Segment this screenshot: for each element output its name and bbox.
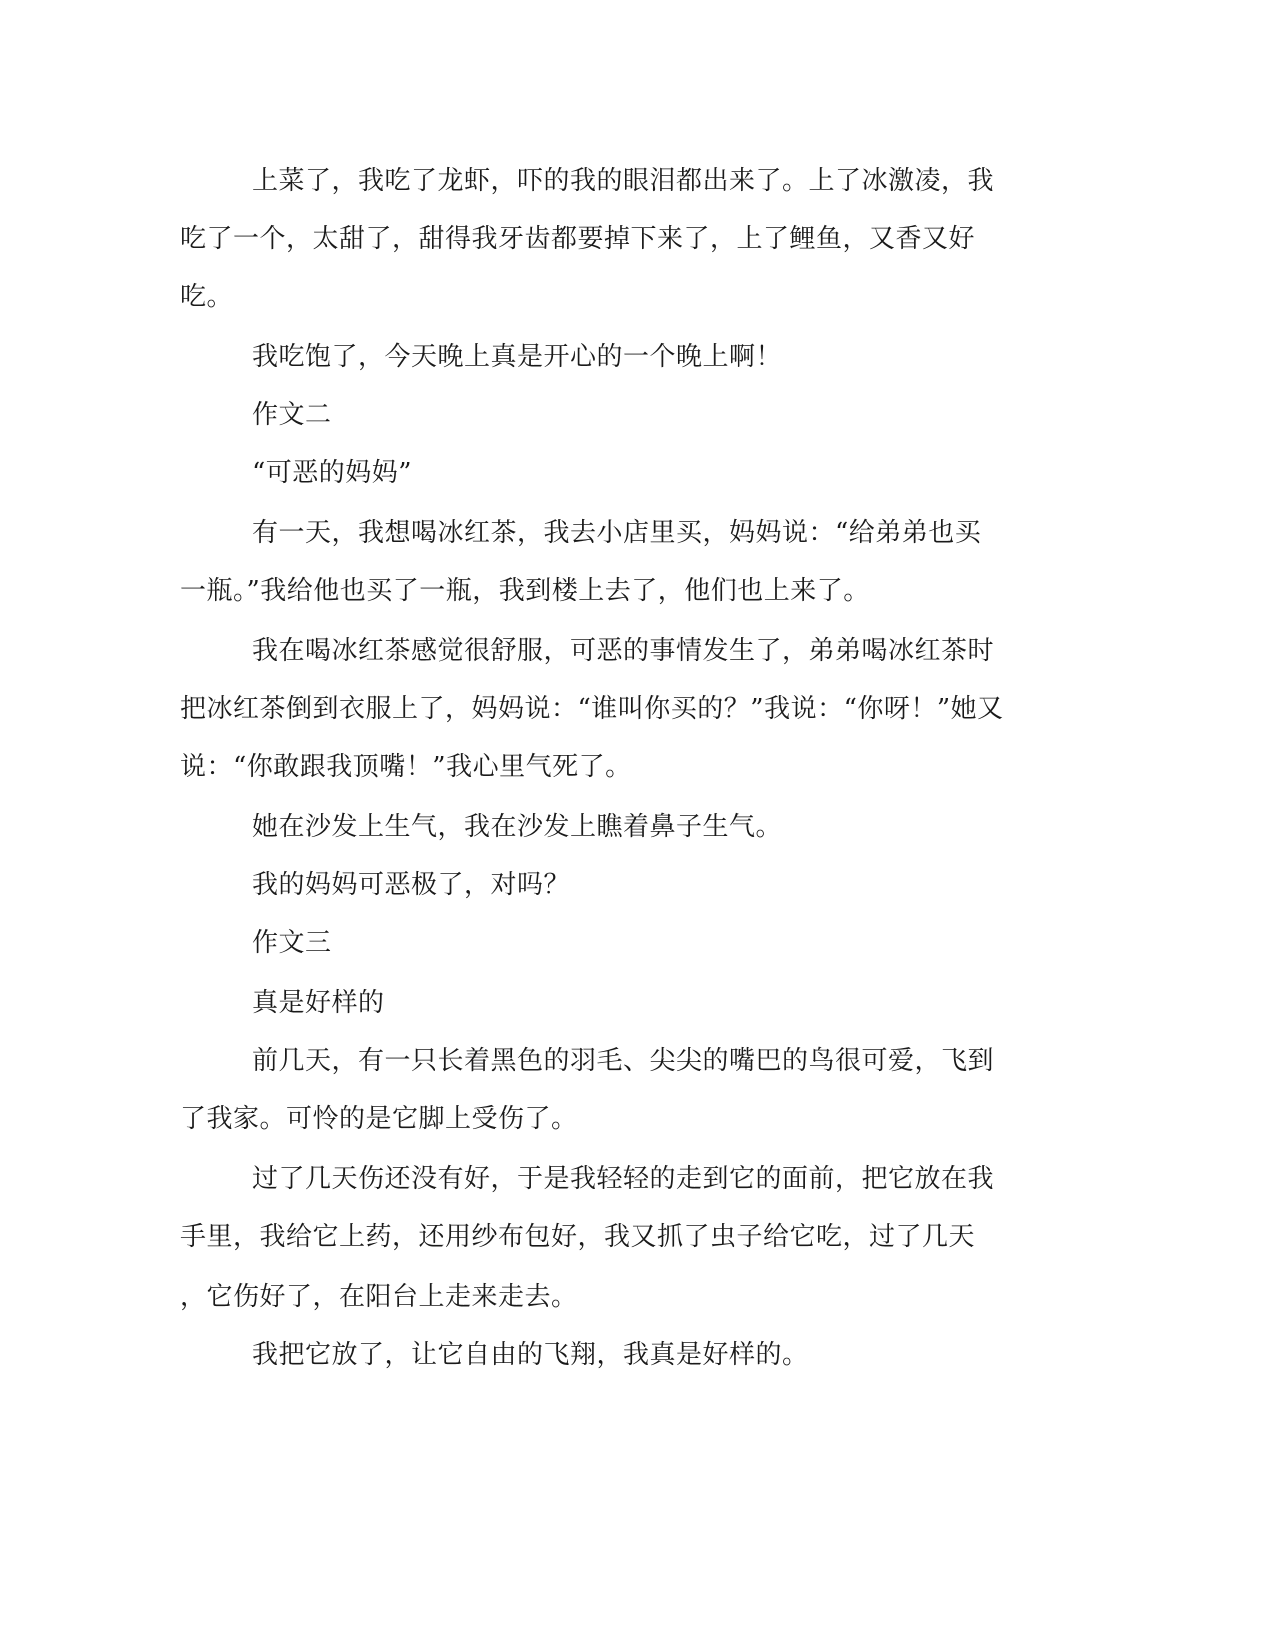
text-line-19: 手里，我给它上药，还用纱布包好，我又抓了虫子给它吃，过了几天 xyxy=(180,1222,976,1252)
text-line-18: 过了几天伤还没有好，于是我轻轻的走到它的面前，把它放在我 xyxy=(252,1164,995,1194)
essay-title-2: “可恶的妈妈” xyxy=(252,458,413,488)
text-line-3: 吃。 xyxy=(180,282,234,312)
text-line-11: 说：“你敢跟我顶嘴！”我心里气死了。 xyxy=(180,752,632,782)
text-line-20: ，它伤好了，在阳台上走来走去。 xyxy=(180,1282,578,1312)
text-line-12: 她在沙发上生气，我在沙发上瞧着鼻子生气。 xyxy=(252,812,783,842)
text-line-17: 了我家。可怜的是它脚上受伤了。 xyxy=(180,1104,578,1134)
text-line-9: 我在喝冰红茶感觉很舒服，可恶的事情发生了，弟弟喝冰红茶时 xyxy=(252,636,995,666)
text-line-21: 我把它放了，让它自由的飞翔，我真是好样的。 xyxy=(252,1340,809,1370)
text-line-10: 把冰红茶倒到衣服上了，妈妈说：“谁叫你买的？”我说：“你呀！”她又 xyxy=(180,694,1004,724)
text-line-1: 上菜了，我吃了龙虾，吓的我的眼泪都出来了。上了冰激凌，我 xyxy=(252,166,995,196)
text-line-8: 一瓶。”我给他也买了一瓶，我到楼上去了，他们也上来了。 xyxy=(180,576,870,606)
text-line-4: 我吃饱了，今天晚上真是开心的一个晚上啊！ xyxy=(252,342,783,372)
essay-heading-3: 作文三 xyxy=(252,928,332,958)
text-line-7: 有一天，我想喝冰红茶，我去小店里买，妈妈说：“给弟弟也买 xyxy=(252,518,982,548)
essay-heading-2: 作文二 xyxy=(252,400,332,430)
essay-title-3: 真是好样的 xyxy=(252,988,385,1018)
text-line-2: 吃了一个，太甜了，甜得我牙齿都要掉下来了，上了鲤鱼，又香又好 xyxy=(180,224,976,254)
text-line-13: 我的妈妈可恶极了，对吗？ xyxy=(252,870,571,900)
text-line-16: 前几天，有一只长着黑色的羽毛、尖尖的嘴巴的鸟很可爱，飞到 xyxy=(252,1046,995,1076)
